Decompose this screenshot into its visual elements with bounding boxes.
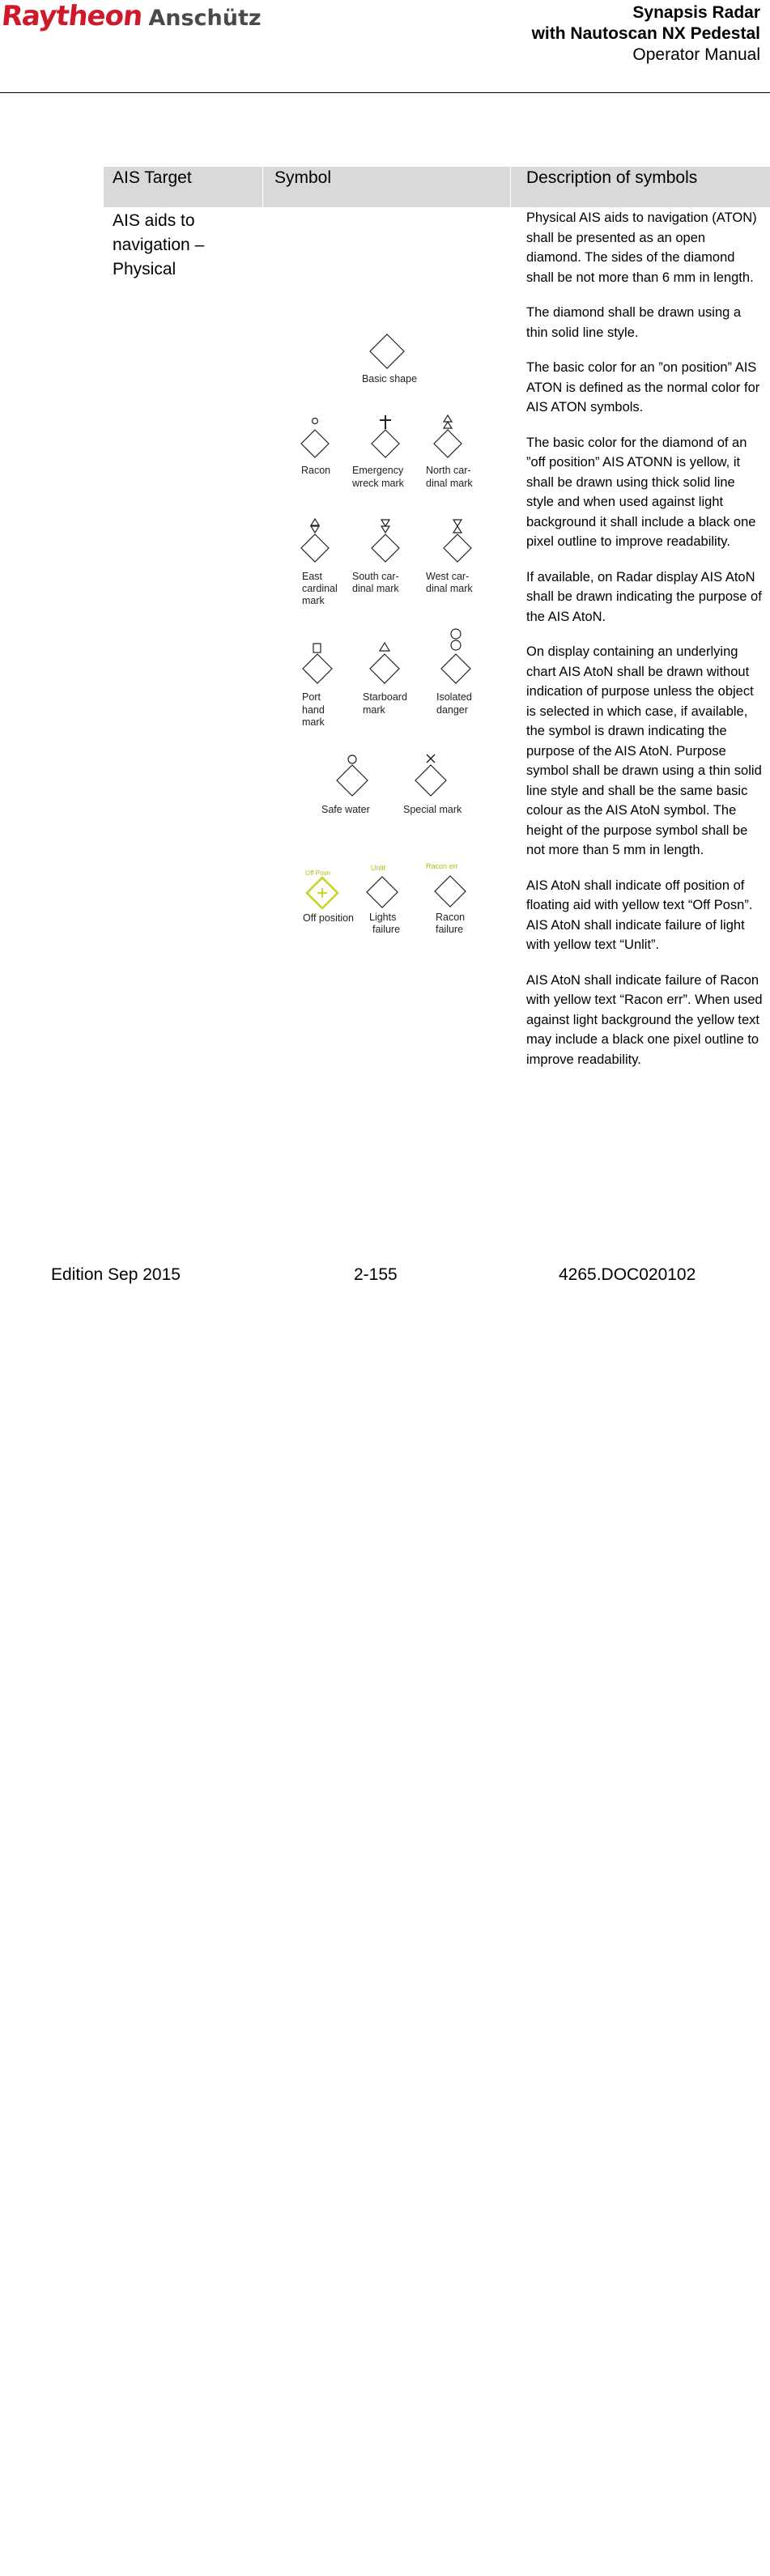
label-starboard: mark xyxy=(363,704,385,716)
west-diamond xyxy=(444,534,471,562)
footer-page-number: 2-155 xyxy=(354,1265,398,1284)
special-diamond xyxy=(415,765,446,796)
starboard-topmark-icon xyxy=(380,643,389,651)
label-south: South car- xyxy=(352,571,399,582)
label-racon: Racon xyxy=(301,465,331,476)
label-east: cardinal xyxy=(302,583,338,594)
description-paragraph: Physical AIS aids to navigation (ATON) shall be presented as an open diamond. The sides of the diamond shall be not more than 6 mm in length. xyxy=(526,210,757,285)
label-east: East xyxy=(302,571,323,582)
label-west: dinal mark xyxy=(426,583,473,594)
description-paragraph: The basic color for the diamond of an ”off position” AIS ATONN is yellow, it shall be drawn using thick solid line style and when used against light background it shall include a black one pixel outline to improve readability. xyxy=(526,435,756,549)
label-isolated: danger xyxy=(436,704,468,716)
aton-symbols-figure xyxy=(291,324,486,955)
racon-diamond xyxy=(301,430,329,457)
label-south: dinal mark xyxy=(352,583,399,594)
description-paragraph: The diamond shall be drawn using a thin solid line style. xyxy=(526,305,742,340)
ais-target-cell xyxy=(113,209,204,282)
safe-water-topmark-icon xyxy=(348,755,356,763)
description-paragraph: AIS AtoN shall indicate off position of floating aid with yellow text “Off Posn”. AIS AtoN shall indicate failure of light with yellow text “Unlit”. xyxy=(526,878,753,952)
description-paragraph: If available, on Radar display AIS AtoN shall be drawn indicating the purpose of the AIS AtoN. xyxy=(526,569,762,624)
label-racon-failure: failure xyxy=(436,924,464,935)
label-north: North car- xyxy=(426,465,471,476)
east-diamond xyxy=(301,534,329,562)
east-topmark-icon xyxy=(311,519,319,533)
west-topmark-icon xyxy=(453,520,462,533)
logo-sub: Anschütz xyxy=(148,6,262,31)
logo-brand: Raytheon xyxy=(0,0,144,32)
label-north: dinal mark xyxy=(426,478,473,489)
header-rule xyxy=(0,92,770,93)
table-left-border xyxy=(0,2,1,1103)
label-port: mark xyxy=(302,716,325,728)
label-emergency: wreck mark xyxy=(352,478,404,489)
title-line-1: Synapsis Radar xyxy=(632,3,760,22)
footer-edition: Edition Sep 2015 xyxy=(51,1265,181,1284)
label-off-position: Off position xyxy=(303,912,355,924)
column-header-description: Description of symbols xyxy=(526,168,698,187)
label-east: mark xyxy=(302,595,325,606)
label-safe-water: Safe water xyxy=(321,804,370,815)
tag-off-posn: Off Posn xyxy=(305,869,330,877)
label-lights-failure: failure xyxy=(372,924,401,935)
title-line-3: Operator Manual xyxy=(632,45,760,64)
racon-topmark xyxy=(313,419,318,424)
label-special: Special mark xyxy=(403,804,462,815)
company-logo xyxy=(2,0,262,36)
label-racon-failure: Racon xyxy=(436,912,466,923)
description-paragraph: The basic color for an ”on position” AIS ATON is defined as the normal color for AIS ATON symbols. xyxy=(526,360,760,414)
basic-shape-diamond xyxy=(370,334,404,368)
north-topmark-icon xyxy=(444,415,452,428)
special-topmark-icon xyxy=(427,755,435,763)
starboard-diamond xyxy=(370,654,399,683)
emergency-diamond xyxy=(372,430,399,457)
column-header-symbol: Symbol xyxy=(274,168,332,187)
off-position-cross-icon xyxy=(317,888,327,898)
label-isolated: Isolated xyxy=(436,691,472,703)
south-diamond xyxy=(372,534,399,562)
isolated-topmark-icon xyxy=(451,629,461,650)
label-lights-failure: Lights xyxy=(369,912,397,923)
label-port: Port xyxy=(302,691,321,703)
target-line: Physical xyxy=(113,260,177,278)
label-emergency: Emergency xyxy=(352,465,404,476)
lights-failure-diamond xyxy=(367,877,398,908)
description-paragraph: AIS AtoN shall indicate failure of Racon with yellow text “Racon err”. When used against light background the yellow text may include a black one pixel outline to improve readability. xyxy=(526,972,763,1067)
safe-water-diamond xyxy=(337,765,368,796)
description-cell xyxy=(526,208,763,1085)
label-port: hand xyxy=(302,704,325,716)
table-col-divider-1 xyxy=(0,1103,1,2225)
tag-unlit: Unlit xyxy=(371,864,386,872)
cross-icon xyxy=(380,415,391,429)
north-diamond xyxy=(434,430,462,457)
label-starboard: Starboard xyxy=(363,691,407,703)
target-line: AIS aids to xyxy=(113,211,195,230)
isolated-diamond xyxy=(441,654,470,683)
title-line-2: with Nautoscan NX Pedestal xyxy=(531,24,760,43)
column-header-target: AIS Target xyxy=(113,168,192,187)
racon-failure-diamond xyxy=(435,876,466,907)
label-basic-shape: Basic shape xyxy=(361,373,418,385)
label-west: West car- xyxy=(426,571,470,582)
target-line: navigation – xyxy=(113,236,205,254)
description-paragraph: On display containing an underlying chart AIS AtoN shall be drawn without indication of purpose unless the object is selected in which case, if available, the symbol is drawn indicating the purpose of the AIS AtoN. Purpose symbol shall be drawn using a thin solid line style and shall be the same basic colour as the AIS AtoN symbol. The height of the purpose symbol shall be not more than 5 mm in length. xyxy=(526,644,762,857)
south-topmark-icon xyxy=(381,520,389,533)
port-diamond xyxy=(303,654,332,683)
port-topmark-icon xyxy=(313,644,321,653)
tag-racon-err: Racon err xyxy=(426,862,458,870)
footer-doc-number: 4265.DOC020102 xyxy=(559,1265,696,1284)
document-title-block xyxy=(532,2,760,66)
table-col-divider-2 xyxy=(0,2225,1,2576)
